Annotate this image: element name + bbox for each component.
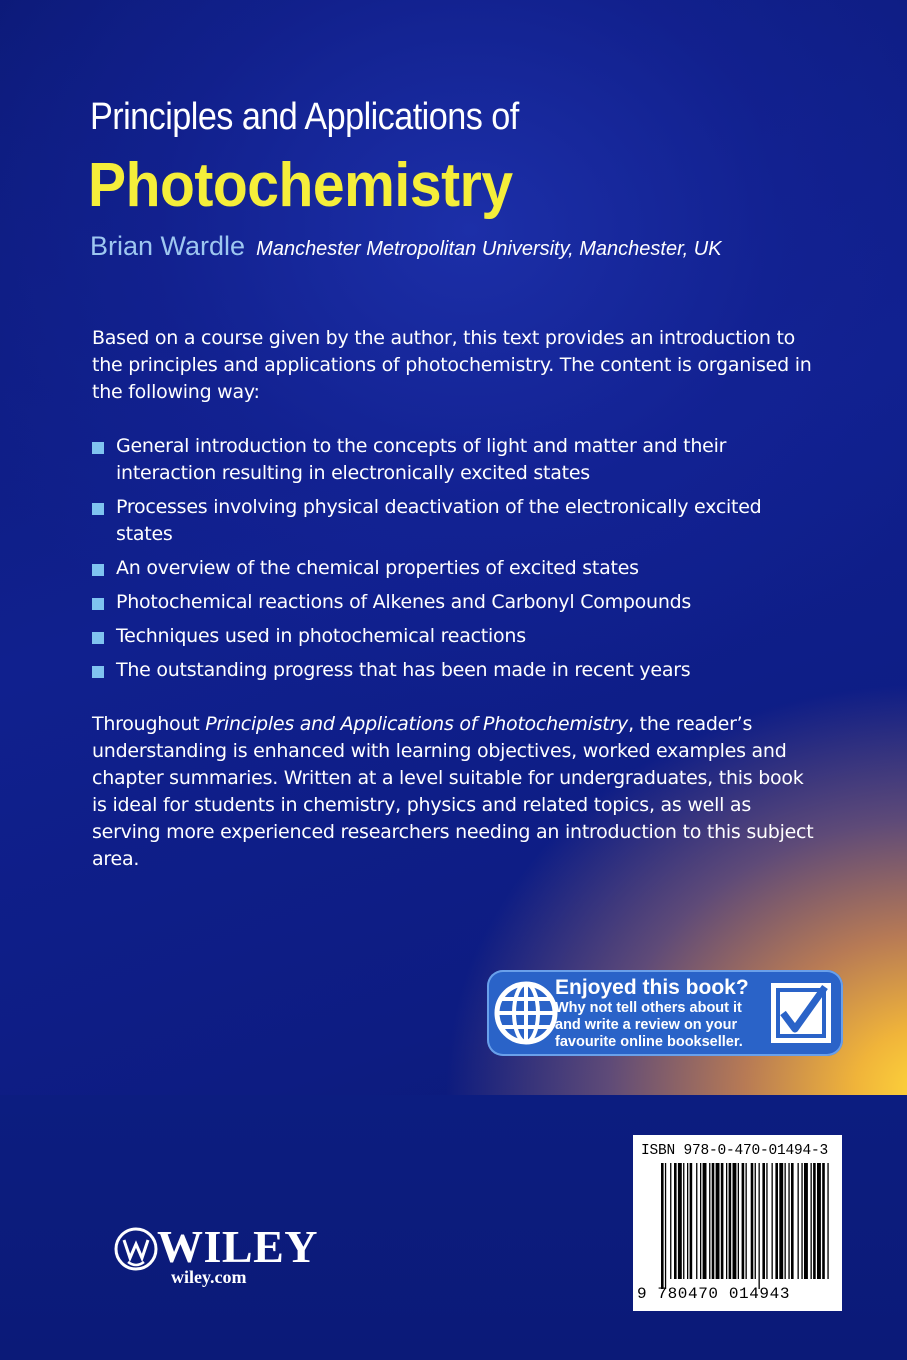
- barcode-bar: [674, 1163, 677, 1279]
- publisher-name: WILEY: [157, 1221, 318, 1272]
- bullet-text: Photochemical reactions of Alkenes and Carbonyl Compounds: [116, 591, 692, 613]
- outro-book-title: Principles and Applications of Photochemistry: [205, 713, 629, 735]
- outro-text: , the reader’s understanding is enhanced with learning objectives, worked examples and chapter summaries. Written at a level suitable for undergraduates, this book is ideal for students in chemistry, physics and related topics, as well as serving more experienced researchers needing an introduction to this subject area.: [92, 713, 814, 870]
- bullet-text: Techniques used in photochemical reactions: [116, 625, 526, 647]
- square-bullet-icon: [92, 632, 104, 644]
- isbn-barcode-panel: [633, 1135, 842, 1311]
- barcode-bar: [775, 1163, 778, 1279]
- barcode-icon: [661, 1163, 831, 1289]
- barcode-bar: [791, 1163, 794, 1279]
- wiley-emblem-icon: [113, 1226, 159, 1272]
- square-bullet-icon: [92, 442, 104, 454]
- list-item: [92, 657, 792, 684]
- publisher-logo: [113, 1221, 318, 1288]
- barcode-bar: [709, 1163, 710, 1279]
- barcode-bar: [678, 1163, 682, 1279]
- review-heading: Enjoyed this book?: [555, 976, 749, 999]
- bullet-text: General introduction to the concepts of light and matter and their interaction resulting in electronically excited states: [116, 435, 727, 484]
- barcode-bar: [742, 1163, 745, 1279]
- barcode-bar: [755, 1163, 756, 1279]
- barcode-bar: [766, 1163, 767, 1279]
- barcode-bar: [779, 1163, 783, 1279]
- barcode-bar: [788, 1163, 789, 1279]
- barcode-bar: [801, 1163, 802, 1279]
- intro-paragraph: Based on a course given by the author, this text provides an introduction to the principles and applications of photochemistry. The content is organised in the following way:: [92, 327, 812, 403]
- square-bullet-icon: [92, 598, 104, 610]
- title-line-1: Principles and Applications of: [90, 96, 519, 138]
- barcode-bar: [729, 1163, 732, 1279]
- bullet-text: Processes involving physical deactivation of the electronically excited states: [116, 496, 762, 545]
- barcode-bar: [772, 1163, 773, 1279]
- barcode-bar: [721, 1163, 724, 1279]
- isbn-digits: 9 780470 014943: [637, 1285, 791, 1303]
- bullet-text: An overview of the chemical properties of excited states: [116, 557, 639, 579]
- barcode-bar: [665, 1163, 666, 1289]
- author-affiliation: Manchester Metropolitan University, Manchester, UK: [256, 238, 722, 260]
- barcode-bar: [661, 1163, 664, 1289]
- list-item: [92, 623, 792, 650]
- barcode-bar: [687, 1163, 688, 1279]
- barcode-bar: [733, 1163, 737, 1279]
- barcode-bar: [751, 1163, 754, 1279]
- barcode-bar: [716, 1163, 720, 1279]
- barcode-bar: [798, 1163, 799, 1279]
- checkmark-icon: [771, 983, 831, 1043]
- barcode-bar: [683, 1163, 684, 1279]
- outro-prefix: Throughout: [92, 713, 206, 735]
- list-item: [92, 433, 792, 487]
- square-bullet-icon: [92, 564, 104, 576]
- author-name: Brian Wardle: [90, 231, 246, 261]
- barcode-bar: [759, 1163, 760, 1289]
- barcode-bar: [822, 1163, 825, 1279]
- list-item: [92, 555, 792, 582]
- barcode-bar: [817, 1163, 821, 1279]
- barcode-bar: [703, 1163, 707, 1279]
- publisher-url: wiley.com: [171, 1267, 247, 1287]
- square-bullet-icon: [92, 666, 104, 678]
- checkbox-tick-icon: [771, 983, 831, 1043]
- barcode-bar: [746, 1163, 747, 1279]
- barcode-bar: [670, 1163, 671, 1279]
- barcode-bar: [726, 1163, 727, 1279]
- review-badge: [487, 970, 843, 1056]
- author-line: [90, 231, 722, 262]
- bullet-text: The outstanding progress that has been made in recent years: [116, 659, 691, 681]
- book-title: Photochemistry: [88, 151, 513, 220]
- review-body: Why not tell others about it and write a review on your favourite online bookseller.: [555, 1000, 743, 1050]
- isbn-label: ISBN 978-0-470-01494-3: [641, 1143, 829, 1159]
- barcode-bar: [690, 1163, 693, 1279]
- review-text-block: [555, 976, 765, 1051]
- barcode-bar: [700, 1163, 701, 1279]
- content-bullet-list: [92, 433, 792, 691]
- barcode-bar: [827, 1163, 828, 1279]
- barcode-bar: [785, 1163, 786, 1279]
- list-item: [92, 494, 792, 548]
- barcode-bar: [762, 1163, 765, 1279]
- barcode-bar: [804, 1163, 808, 1279]
- barcode-bar: [696, 1163, 697, 1279]
- globe-icon: [491, 978, 561, 1048]
- barcode-bar: [813, 1163, 816, 1279]
- square-bullet-icon: [92, 503, 104, 515]
- barcode-bar: [712, 1163, 715, 1279]
- outro-paragraph: [92, 711, 822, 873]
- barcode-bar: [738, 1163, 739, 1279]
- barcode-bar: [811, 1163, 812, 1279]
- list-item: [92, 589, 792, 616]
